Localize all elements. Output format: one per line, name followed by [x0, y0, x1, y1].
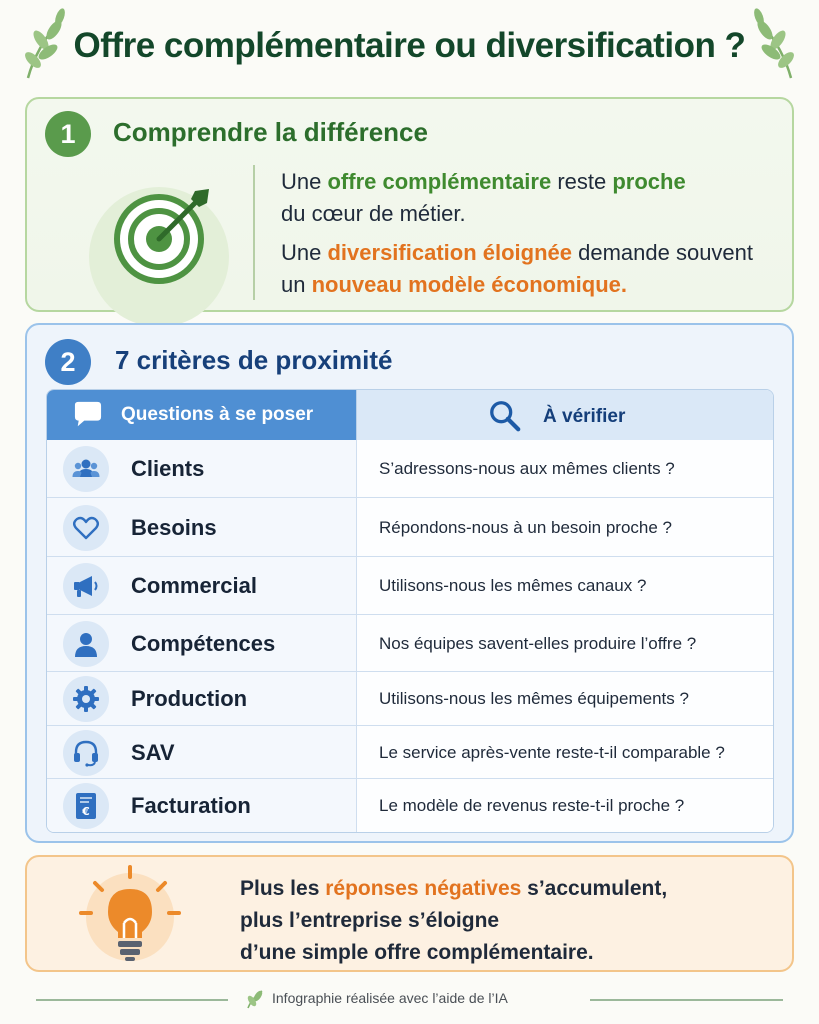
- criteria-table: [46, 389, 774, 833]
- table-row: [47, 440, 774, 497]
- criterion-cell: [47, 726, 356, 778]
- criterion-cell: [47, 440, 356, 497]
- question-text: Utilisons-nous les mêmes équipements ?: [379, 689, 689, 708]
- question-text: Nos équipes savent-elles produire l’offre ?: [379, 634, 697, 653]
- divider: [253, 165, 255, 300]
- criterion-label: Commercial: [131, 573, 257, 598]
- page-title: Offre complémentaire ou diversification ?: [73, 26, 746, 65]
- lightbulb-icon: [75, 863, 185, 971]
- question-cell: [356, 672, 774, 725]
- magnifier-icon: [488, 399, 522, 433]
- criterion-label: Facturation: [131, 793, 251, 818]
- definition-line: un nouveau modèle économique.: [281, 272, 627, 297]
- conclusion-line: plus l’entreprise s’éloigne: [240, 909, 500, 932]
- question-text: Le modèle de revenus reste-t-il proche ?: [379, 796, 685, 815]
- criterion-label: SAV: [131, 740, 175, 765]
- table-row: [47, 614, 774, 671]
- criterion-label: Compétences: [131, 631, 276, 656]
- leaf-branch-icon: [745, 8, 805, 84]
- invoice-euro-icon: [63, 783, 109, 829]
- divider: [36, 999, 228, 1001]
- table-row: [47, 556, 774, 614]
- svg-text:€: €: [82, 805, 90, 818]
- table-row: [47, 497, 774, 556]
- section-title: 7 critères de proximité: [115, 345, 393, 375]
- section-number-badge: 2: [45, 339, 91, 385]
- header-label: Questions à se poser: [121, 404, 314, 425]
- column-header-verify: [356, 390, 774, 440]
- section-title: Comprendre la différence: [113, 117, 428, 147]
- section-criteria: [25, 323, 794, 843]
- header-label: À vérifier: [543, 406, 626, 427]
- table-row: [47, 671, 774, 725]
- question-cell: [356, 615, 774, 671]
- criterion-label: Production: [131, 686, 248, 711]
- criterion-label: Besoins: [131, 515, 217, 540]
- headset-icon: [63, 730, 109, 776]
- table-row: [47, 778, 774, 832]
- question-cell: [356, 557, 774, 614]
- footer: [0, 988, 819, 1012]
- heart-icon: [63, 505, 109, 551]
- group-icon: [63, 446, 109, 492]
- column-header-questions: [47, 390, 356, 440]
- conclusion-box: [25, 855, 794, 972]
- question-cell: [356, 726, 774, 778]
- question-text: S’adressons-nous aux mêmes clients ?: [379, 459, 675, 478]
- criterion-label: Clients: [131, 456, 205, 481]
- criterion-cell: [47, 672, 356, 725]
- speech-bubble-icon: [71, 401, 105, 429]
- footer-credit: Infographie réalisée avec l’aide de l’IA: [272, 990, 508, 1006]
- criterion-cell: [47, 498, 356, 556]
- section-number-badge: 1: [45, 111, 91, 157]
- criterion-cell: [47, 615, 356, 671]
- header: [0, 0, 819, 96]
- criterion-cell: [47, 779, 356, 832]
- megaphone-icon: [63, 563, 109, 609]
- conclusion-line: d’une simple offre complémentaire.: [240, 941, 594, 964]
- person-icon: [63, 621, 109, 667]
- question-cell: [356, 779, 774, 832]
- leaf-icon: [244, 988, 266, 1010]
- conclusion-line: Plus les réponses négatives s’accumulent,: [240, 877, 668, 900]
- question-cell: [356, 498, 774, 556]
- question-text: Le service après-vente reste-t-il comparable ?: [379, 743, 725, 762]
- question-text: Répondons-nous à un besoin proche ?: [379, 518, 672, 537]
- question-cell: [356, 440, 774, 497]
- table-header: [47, 390, 774, 440]
- gear-icon: [63, 676, 109, 722]
- table-row: [47, 725, 774, 778]
- definition-line: Une offre complémentaire reste proche: [281, 169, 686, 194]
- divider: [590, 999, 783, 1001]
- question-text: Utilisons-nous les mêmes canaux ?: [379, 576, 647, 595]
- target-icon: [99, 177, 217, 289]
- section-difference: [25, 97, 794, 312]
- definition-line: Une diversification éloignée demande souvent: [281, 240, 754, 265]
- definition-line: du cœur de métier.: [281, 201, 466, 226]
- criterion-cell: [47, 557, 356, 614]
